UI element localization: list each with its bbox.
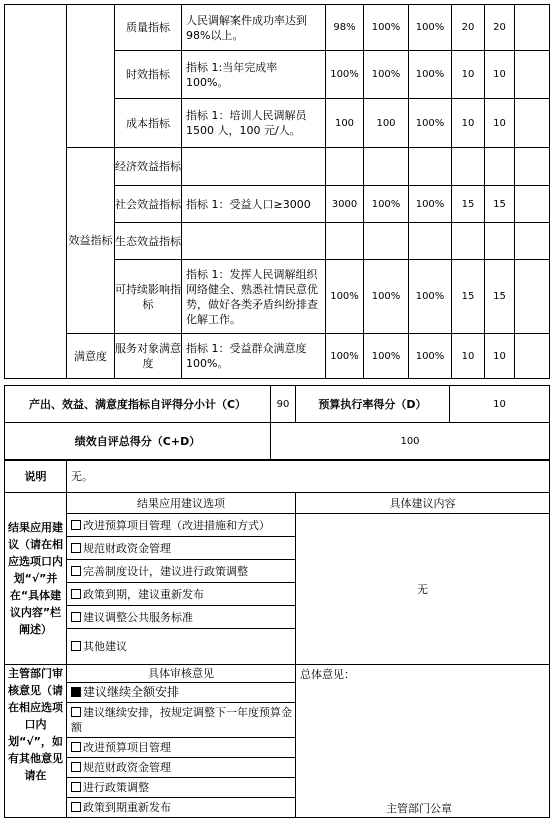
- checkbox-icon[interactable]: [71, 707, 81, 717]
- table-row: [5, 493, 550, 514]
- value-cell: 100%: [409, 334, 452, 379]
- indicator-desc: 人民调解案件成功率达到98%以上。: [182, 5, 326, 51]
- content-header: 具体建议内容: [296, 493, 550, 514]
- option-label: 改进预算项目管理（改进措施和方式）: [83, 518, 270, 532]
- review-label: 主管部门审核意见（请在相应选项口内划“√”，如有其他意见请在: [5, 665, 67, 818]
- option-label: 政策到期，建议重新发布: [83, 587, 204, 601]
- review-option[interactable]: [67, 758, 296, 778]
- value-cell: [326, 223, 364, 260]
- table-row: [5, 5, 550, 51]
- value-cell: 15: [485, 260, 515, 334]
- review-option-label: 进行政策调整: [83, 781, 149, 794]
- advice-content: 无: [296, 514, 550, 665]
- value-cell: [364, 223, 409, 260]
- sub-indicator: 时效指标: [115, 51, 182, 99]
- option-item[interactable]: [67, 537, 296, 560]
- value-cell: [409, 148, 452, 186]
- total-value: 100: [271, 423, 550, 460]
- budget-value: 10: [450, 386, 550, 423]
- option-label: 规范财政资金管理: [83, 541, 171, 555]
- subtotal-value: 90: [271, 386, 296, 423]
- value-cell: 100: [326, 99, 364, 148]
- options-header: 结果应用建议选项: [67, 493, 296, 514]
- checkbox-icon[interactable]: [71, 742, 81, 752]
- indicator-table: [4, 4, 550, 379]
- value-cell: 3000: [326, 186, 364, 223]
- option-item[interactable]: [67, 629, 296, 665]
- indicator-desc: 指标 1:当年完成率 100%。: [182, 51, 326, 99]
- review-option[interactable]: [67, 798, 296, 818]
- table-row: [5, 148, 550, 186]
- value-cell: [364, 148, 409, 186]
- blank-cell: [515, 148, 550, 186]
- table-row: [5, 386, 550, 423]
- review-option-label: 建议继续全额安排: [83, 685, 180, 699]
- value-cell: 10: [452, 99, 485, 148]
- review-option[interactable]: [67, 778, 296, 798]
- satisfaction-label: 满意度: [67, 334, 115, 379]
- checkbox-icon[interactable]: [71, 520, 81, 530]
- value-cell: 100%: [409, 51, 452, 99]
- checkbox-icon[interactable]: [71, 782, 81, 792]
- total-label: 绩效自评总得分（C+D）: [5, 423, 271, 460]
- table-row: [5, 423, 550, 460]
- option-label: 建议调整公共服务标准: [83, 610, 193, 624]
- value-cell: 15: [452, 260, 485, 334]
- value-cell: 100%: [364, 186, 409, 223]
- blank-cell: [515, 260, 550, 334]
- blank-cell: [515, 186, 550, 223]
- option-item[interactable]: [67, 560, 296, 583]
- value-cell: 10: [485, 334, 515, 379]
- checkbox-icon[interactable]: [71, 612, 81, 622]
- sub-indicator: 可持续影响指标: [115, 260, 182, 334]
- blank-cell: [515, 99, 550, 148]
- table-row: [5, 334, 550, 379]
- value-cell: 100%: [364, 334, 409, 379]
- score-summary-table: [4, 385, 550, 460]
- checkbox-icon[interactable]: [71, 589, 81, 599]
- value-cell: 100: [364, 99, 409, 148]
- value-cell: 100%: [326, 260, 364, 334]
- value-cell: 10: [452, 51, 485, 99]
- review-header: 具体审核意见: [67, 665, 296, 683]
- value-cell: 100%: [364, 5, 409, 51]
- value-cell: 100%: [409, 186, 452, 223]
- blank-cell: [515, 5, 550, 51]
- checked-box-icon[interactable]: [71, 687, 81, 697]
- value-cell: 15: [485, 186, 515, 223]
- stamp-label: 主管部门公章: [386, 802, 452, 815]
- output-cell: [67, 5, 115, 148]
- indicator-desc: 指标 1：发挥人民调解组织网络健全、熟悉社情民意优势，做好各类矛盾纠纷排查化解工作。: [182, 260, 326, 334]
- indicator-desc: 指标 1：受益群众满意度 100%。: [182, 334, 326, 379]
- value-cell: 10: [485, 51, 515, 99]
- value-cell: [485, 223, 515, 260]
- application-table: [4, 460, 550, 818]
- value-cell: 100%: [326, 51, 364, 99]
- checkbox-icon[interactable]: [71, 641, 81, 651]
- value-cell: 100%: [409, 5, 452, 51]
- value-cell: 100%: [409, 260, 452, 334]
- sub-indicator: 社会效益指标: [115, 186, 182, 223]
- option-item[interactable]: [67, 606, 296, 629]
- budget-label: 预算执行率得分（D）: [296, 386, 450, 423]
- value-cell: 98%: [326, 5, 364, 51]
- value-cell: [485, 148, 515, 186]
- option-item[interactable]: [67, 514, 296, 537]
- indicator-desc: 指标 1：培训人民调解员1500 人，100 元/人。: [182, 99, 326, 148]
- benefit-label: 效益指标: [67, 148, 115, 334]
- review-option-label: 改进预算项目管理: [83, 741, 171, 754]
- checkbox-icon[interactable]: [71, 543, 81, 553]
- checkbox-icon[interactable]: [71, 762, 81, 772]
- value-cell: 10: [485, 99, 515, 148]
- value-cell: 100%: [409, 99, 452, 148]
- sub-indicator: 服务对象满意度: [115, 334, 182, 379]
- indicator-desc: [182, 148, 326, 186]
- review-option-label: 政策到期重新发布: [83, 801, 171, 814]
- sub-indicator: 生态效益指标: [115, 223, 182, 260]
- value-cell: [409, 223, 452, 260]
- value-cell: 100%: [326, 334, 364, 379]
- overall-opinion-cell: [296, 665, 550, 818]
- indicator-desc: [182, 223, 326, 260]
- value-cell: 20: [452, 5, 485, 51]
- blank-cell: [515, 223, 550, 260]
- table-row: [5, 514, 550, 537]
- table-row: [5, 461, 550, 493]
- value-cell: [326, 148, 364, 186]
- category-cell: [5, 5, 67, 379]
- value-cell: 20: [485, 5, 515, 51]
- remarks-value: 无。: [67, 461, 550, 493]
- review-option[interactable]: [67, 703, 296, 738]
- sub-indicator: 质量指标: [115, 5, 182, 51]
- value-cell: [452, 223, 485, 260]
- sub-indicator: 成本指标: [115, 99, 182, 148]
- value-cell: 10: [452, 334, 485, 379]
- value-cell: [452, 148, 485, 186]
- review-option-label: 建议继续安排，按规定调整下一年度预算金额: [71, 706, 292, 734]
- review-option[interactable]: [67, 683, 296, 703]
- overall-label: 总体意见：: [300, 668, 355, 681]
- remarks-label: 说明: [5, 461, 67, 493]
- review-option[interactable]: [67, 738, 296, 758]
- value-cell: 100%: [364, 260, 409, 334]
- value-cell: 15: [452, 186, 485, 223]
- blank-cell: [515, 334, 550, 379]
- result-application-label: 结果应用建议（请在相应选项口内划“√”并在“具体建议内容”栏阐述）: [5, 493, 67, 665]
- table-row: [5, 665, 550, 683]
- checkbox-icon[interactable]: [71, 802, 81, 812]
- value-cell: 100%: [364, 51, 409, 99]
- blank-cell: [515, 51, 550, 99]
- review-option-label: 规范财政资金管理: [83, 761, 171, 774]
- option-label: 完善制度设计，建议进行政策调整: [83, 564, 248, 578]
- indicator-desc: 指标 1：受益人口≥3000: [182, 186, 326, 223]
- checkbox-icon[interactable]: [71, 566, 81, 576]
- sub-indicator: 经济效益指标: [115, 148, 182, 186]
- option-item[interactable]: [67, 583, 296, 606]
- option-label: 其他建议: [83, 640, 127, 653]
- subtotal-label: 产出、效益、满意度指标自评得分小计（C）: [5, 386, 271, 423]
